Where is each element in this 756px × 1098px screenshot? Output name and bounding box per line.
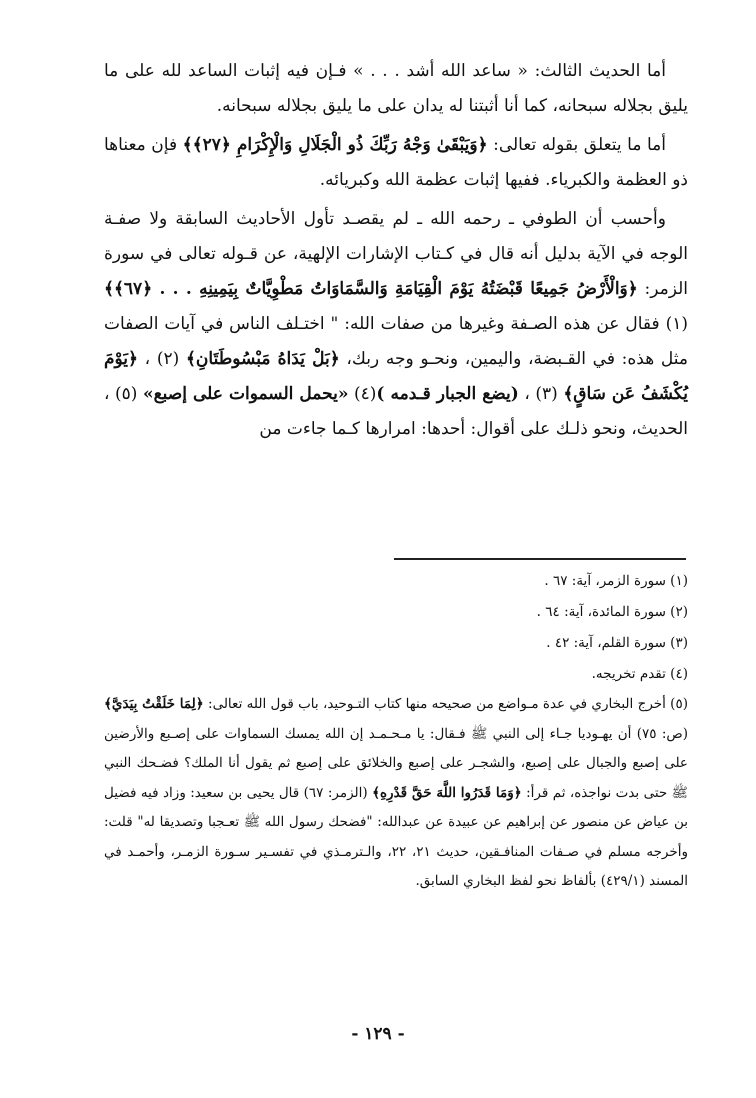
paragraph-3-start: وأحسب أن الطوفي ـ رحمه الله ـ لم يقصـد تأول الأحاديث السابقة ولا صفـة الوجه في الآية بدليل أنه قال في كـتاب الإشارات الإلهية، عن قـوله تعالى في سورة الزمر:	[104, 209, 688, 299]
verse-qalam-42: ﴿يَوْمَ يُكْشَفُ عَن سَاقٍ﴾	[104, 349, 688, 404]
footnote-5-middle: (ص: ٧٥) أن يهـوديا جـاء إلى النبي ﷺ فـقال: يا مـحـمـد إن الله يمسك السماوات على إصـبع والأرضين على إصبع والجبال على إصبع، والشجـر على إصبع والخلائق على إصبع ثم يقول أنا الملك؟ فضـحك النبي ﷺ حتى بدت نواجذه، ثم قرأ:	[104, 725, 688, 801]
footnote-ref-1: (١)	[665, 314, 688, 334]
paragraph-2-start: أما ما يتعلق بقوله تعالى:	[487, 135, 667, 155]
paragraph-3-end: (٥) ، الحديث، ونحو ذلـك على أقوال: أحدها: امرارها كـما جاءت من	[104, 384, 688, 439]
footnote-5-start: (٥) أخرج البخاري في عدة مـواضع من صحيحه منها كتاب التـوحيد، باب قول الله تعالى:	[203, 696, 688, 712]
paragraph-1-text: أما الحديث الثالث: « ساعد الله أشد . . . » فـإن فيه إثبات الساعد لله على ما يليق بجلاله سبحانه، كما أنا أثبتنا له يدان على ما يليق بجلاله سبحانه.	[104, 61, 688, 116]
hadith-qadam: (يضع الجبار قـدمه )	[376, 384, 519, 404]
paragraph-1	[104, 54, 688, 124]
paragraph-2	[104, 128, 688, 198]
footnote-3: (٣) سورة القلم، آية: ٤٢ .	[546, 635, 688, 651]
verse-rahman-27: ﴿وَيَبْقَىٰ وَجْهُ رَبِّكَ ذُو الْجَلَالِ وَالْإِكْرَامِ ﴿٢٧﴾﴾	[182, 135, 488, 155]
footnote-4: (٤) تقدم تخريجه.	[591, 666, 688, 682]
footnote-ref-3: (٣) ،	[518, 384, 564, 404]
footnote-5-verse-zumar: ﴿وَمَا قَدَرُوا اللَّهَ حَقَّ قَدْرِهِ﴾	[372, 784, 522, 801]
paragraph-3-mid: فقال عن هذه الصـفة وغيرها من صفات الله: " اختـلف الناس في آيات الصفات مثل هذه: في القـبضة، واليمين، ونحـو وجه ربك،	[104, 314, 688, 369]
footnote-separator	[394, 558, 686, 560]
footnote-1: (١) سورة الزمر، آية: ٦٧ .	[544, 573, 688, 589]
page-number: - ١٢٩ -	[351, 1024, 405, 1044]
footnote-5-end: (الزمر: ٦٧) قال يحيى بن سعيد: وزاد فيه فضيل بن عياض عن منصور عن إبراهيم عن عبيدة عن عبدالله: "فضحك رسول الله ﷺ تعـجبا وتصديقا له" قلت: وأخرجه مسلم في صـفات المنافـقين، حديث ٢١، ٢٢، والـترمـذي في تفسـير سـورة الزمـر، وأحمـد في المسند (٤٢٩/١) بألفاظ نحو لفظ البخاري السابق.	[104, 784, 688, 889]
footnote-5-verse-sad: ﴿لِمَا خَلَقْتُ بِيَدَيَّ﴾	[104, 696, 204, 712]
footnote-2: (٢) سورة المائدة، آية: ٦٤ .	[536, 604, 688, 620]
footnote-ref-2: (٢) ،	[138, 349, 186, 369]
paragraph-2-end: فإن معناها ذو العظمة والكبرياء. ففيها إثبات عظمة الله وكبريائه.	[104, 135, 688, 190]
hadith-isba: «يحمل السموات على إصبع»	[142, 384, 349, 404]
footnote-5	[104, 690, 688, 897]
footnote-ref-4: (٤)	[348, 384, 377, 404]
footnotes	[104, 566, 688, 897]
verse-zumar-67: ﴿وَالْأَرْضُ جَمِيعًا قَبْضَتُهُ يَوْمَ الْقِيَامَةِ وَالسَّمَاوَاتُ مَطْوِيَّاتٌ بِيَمِينِهِ . . . ﴿٦٧﴾﴾	[104, 279, 638, 299]
main-text	[104, 54, 688, 447]
verse-maidah-64: ﴿بَلْ يَدَاهُ مَبْسُوطَتَانِ﴾	[185, 349, 340, 369]
paragraph-3	[104, 202, 688, 447]
